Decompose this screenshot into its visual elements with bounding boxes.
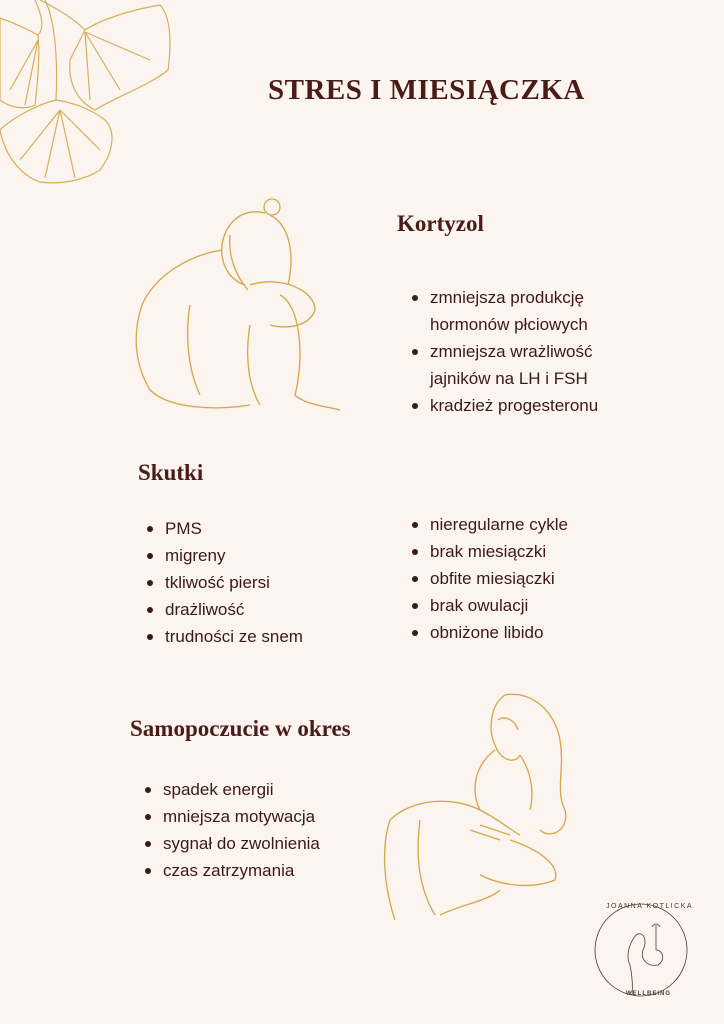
logo-bottom-text: WELLBEING	[626, 991, 671, 997]
list-item: zmniejsza produkcję	[410, 284, 598, 311]
ginkgo-leaves-decoration	[0, 0, 190, 190]
brand-logo	[588, 895, 694, 1005]
list-item: brak miesiączki	[410, 538, 568, 565]
list-item: trudności ze snem	[145, 623, 303, 650]
sitting-woman-illustration	[130, 195, 350, 420]
list-item: zmniejsza wrażliwość	[410, 338, 598, 365]
list-item: obfite miesiączki	[410, 565, 568, 592]
list-item: nieregularne cykle	[410, 511, 568, 538]
list-item: PMS	[145, 515, 303, 542]
list-item-continuation: hormonów płciowych	[430, 315, 588, 334]
logo-top-text: JOANNA KOTLICKA	[606, 903, 694, 910]
list-item: obniżone libido	[410, 619, 568, 646]
list-item: drażliwość	[145, 596, 303, 623]
page-title: STRES I MIESIĄCZKA	[268, 74, 585, 106]
list-item-continuation: jajników na LH i FSH	[430, 369, 588, 388]
list-item: migreny	[145, 542, 303, 569]
kortyzol-list	[410, 284, 598, 419]
list-item: sygnał do zwolnienia	[143, 830, 320, 857]
list-item: kradzież progesteronu	[410, 392, 598, 419]
list-item: brak owulacji	[410, 592, 568, 619]
list-item: czas zatrzymania	[143, 857, 320, 884]
skutki-list-right	[410, 511, 568, 646]
woman-writing-illustration	[380, 690, 580, 930]
list-item: tkliwość piersi	[145, 569, 303, 596]
skutki-heading: Skutki	[138, 460, 204, 485]
samopoczucie-list	[143, 776, 320, 884]
list-item: mniejsza motywacja	[143, 803, 320, 830]
skutki-list-left	[145, 515, 303, 650]
list-item: spadek energii	[143, 776, 320, 803]
kortyzol-heading: Kortyzol	[397, 211, 484, 236]
samopoczucie-heading: Samopoczucie w okres	[130, 716, 351, 741]
